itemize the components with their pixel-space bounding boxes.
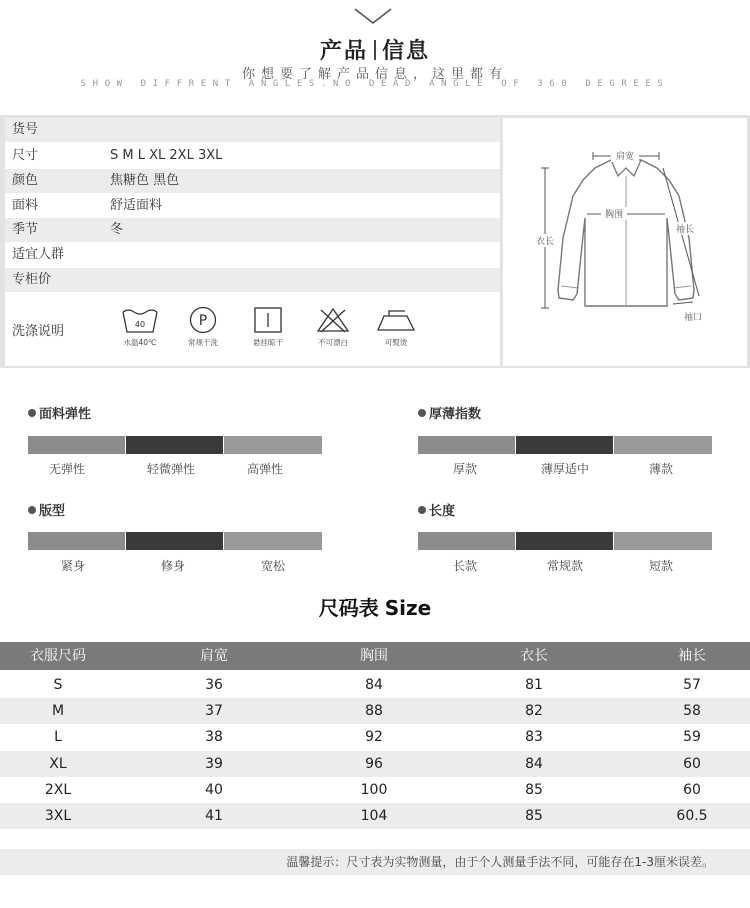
table-row [0,672,750,698]
wash-label: 洗涤说明 [12,324,65,339]
table-cell: 81 [525,677,543,693]
scale-label: 薄款 [648,462,673,476]
chest-label: 胸围 [604,210,624,220]
title-separator [374,40,376,60]
info-label: 尺寸 [12,148,39,163]
scale-segment-selected [126,532,223,550]
length-label: 衣长 [535,237,555,247]
scale-title-fit [28,500,65,519]
scale-segment [614,532,712,550]
header-cell: 衣服尺码 [30,648,86,664]
product-info-table [5,118,500,366]
size-table-header [0,642,750,670]
scale-label: 宽松 [260,559,285,573]
table-cell: 40 [205,782,223,798]
no-bleach-caption: 不可漂白 [318,338,348,347]
table-cell: 82 [525,703,543,719]
no-bleach-icon [303,306,363,348]
table-row [0,724,750,750]
scale-label: 修身 [160,559,185,573]
wash-40-icon [110,306,170,348]
scale-label: 无弹性 [48,462,85,476]
scale-title-text: 长度 [429,504,456,519]
dry-clean-symbol: P [198,313,208,329]
scale-label: 常规款 [546,559,583,573]
info-row-season [5,218,500,242]
chevron-down-icon [352,6,394,26]
info-label: 面料 [12,198,39,213]
scale-label: 紧身 [60,559,85,573]
wash-temp-symbol: 40 [134,320,146,329]
info-value: 舒适面料 [110,198,163,213]
info-value: 冬 [110,222,124,237]
size-chart-title [0,592,750,621]
scale-segment [614,436,712,454]
table-row [0,803,750,829]
table-cell: 92 [365,729,383,745]
cuff-label: 袖口 [683,313,703,323]
dry-clean-p-icon [173,306,233,348]
size-title-en: Size [384,596,432,620]
scale-label: 薄厚适中 [540,462,589,476]
header-cell: 袖长 [678,648,706,664]
table-row [0,698,750,724]
table-cell: 84 [365,677,383,693]
scale-title-elasticity [28,403,91,422]
info-row-sku [5,118,500,142]
table-cell: L [54,729,62,745]
shoulder-label: 肩宽 [615,152,635,162]
shirt-outline-icon [503,118,747,366]
iron-caption: 可熨烫 [384,338,408,347]
scale-title-text: 版型 [39,504,66,519]
info-row-audience [5,243,500,267]
info-label: 货号 [12,122,39,137]
table-cell: S [53,677,63,693]
info-row-price [5,268,500,292]
scale-segment-selected [516,532,613,550]
table-cell: 41 [205,808,223,824]
scale-segment-selected [516,436,613,454]
info-row-size [5,144,500,168]
scale-label: 厚款 [452,462,477,476]
scale-title-length [418,500,455,519]
table-cell: 58 [683,703,701,719]
table-cell: 84 [525,756,543,772]
table-cell: 38 [205,729,223,745]
table-cell: 59 [683,729,701,745]
scale-label: 轻微弹性 [146,462,195,476]
info-label: 季节 [12,222,39,237]
table-row [0,777,750,803]
scale-label: 高弹性 [246,462,283,476]
scale-label: 长款 [452,559,477,573]
wash-caption: 水温40℃ [123,338,157,347]
table-cell: XL [49,756,67,772]
table-cell: 85 [525,782,543,798]
info-label: 适宜人群 [12,247,65,262]
title-part2: 信息 [382,39,431,64]
scale-title-thickness [418,403,481,422]
table-cell: 96 [365,756,383,772]
info-label: 专柜价 [12,272,52,287]
subtitle-english: SHOW DIFFRENT ANGLES.NO DEAD ANGLE OF 360 DEGREES [80,79,670,89]
info-row-fabric [5,194,500,218]
size-note: 温馨提示：尺寸表为实物测量，由于个人测量手法不同，可能存在1-3厘米误差。 [286,855,714,869]
table-cell: 100 [360,782,388,798]
scale-title-text: 厚薄指数 [429,407,482,422]
hang-dry-icon [238,306,298,348]
scale-segment [28,532,125,550]
info-row-color [5,169,500,193]
scale-segment [418,436,515,454]
size-title-cn: 尺码表 [318,596,379,620]
table-cell: 60 [683,756,701,772]
table-cell: M [51,703,65,719]
scale-segment [28,436,125,454]
hang-dry-caption: 悬挂晾干 [253,338,283,347]
table-cell: 37 [205,703,223,719]
scale-segment [224,436,322,454]
sleeve-label: 袖长 [675,225,695,235]
title-part1: 产品 [319,39,368,64]
info-label: 颜色 [12,173,39,188]
table-cell: 60.5 [676,808,708,824]
header-cell: 衣长 [520,648,548,664]
size-note-bar [0,849,750,875]
dry-clean-caption: 常规干洗 [188,338,218,347]
scale-segment-selected [126,436,223,454]
table-cell: 3XL [44,808,72,824]
table-cell: 104 [360,808,388,824]
scale-label: 短款 [648,559,673,573]
info-value: S M L XL 2XL 3XL [110,148,223,163]
iron-icon [366,306,426,348]
table-cell: 85 [525,808,543,824]
table-row [0,751,750,777]
info-value: 焦糖色 黑色 [110,173,180,188]
page-title [0,34,750,65]
table-cell: 83 [525,729,543,745]
wash-instructions-row [5,298,500,366]
table-cell: 57 [683,677,701,693]
table-cell: 39 [205,756,223,772]
table-cell: 2XL [44,782,72,798]
garment-measurement-diagram [503,118,747,366]
table-cell: 60 [683,782,701,798]
scale-segment [418,532,515,550]
header-cell: 胸围 [360,648,388,664]
table-cell: 88 [365,703,383,719]
table-cell: 36 [205,677,223,693]
scale-segment [224,532,322,550]
header-cell: 肩宽 [200,648,228,664]
scale-title-text: 面料弹性 [39,407,92,422]
subtitle: 你想要了解产品信息，这里都有 [241,67,508,82]
